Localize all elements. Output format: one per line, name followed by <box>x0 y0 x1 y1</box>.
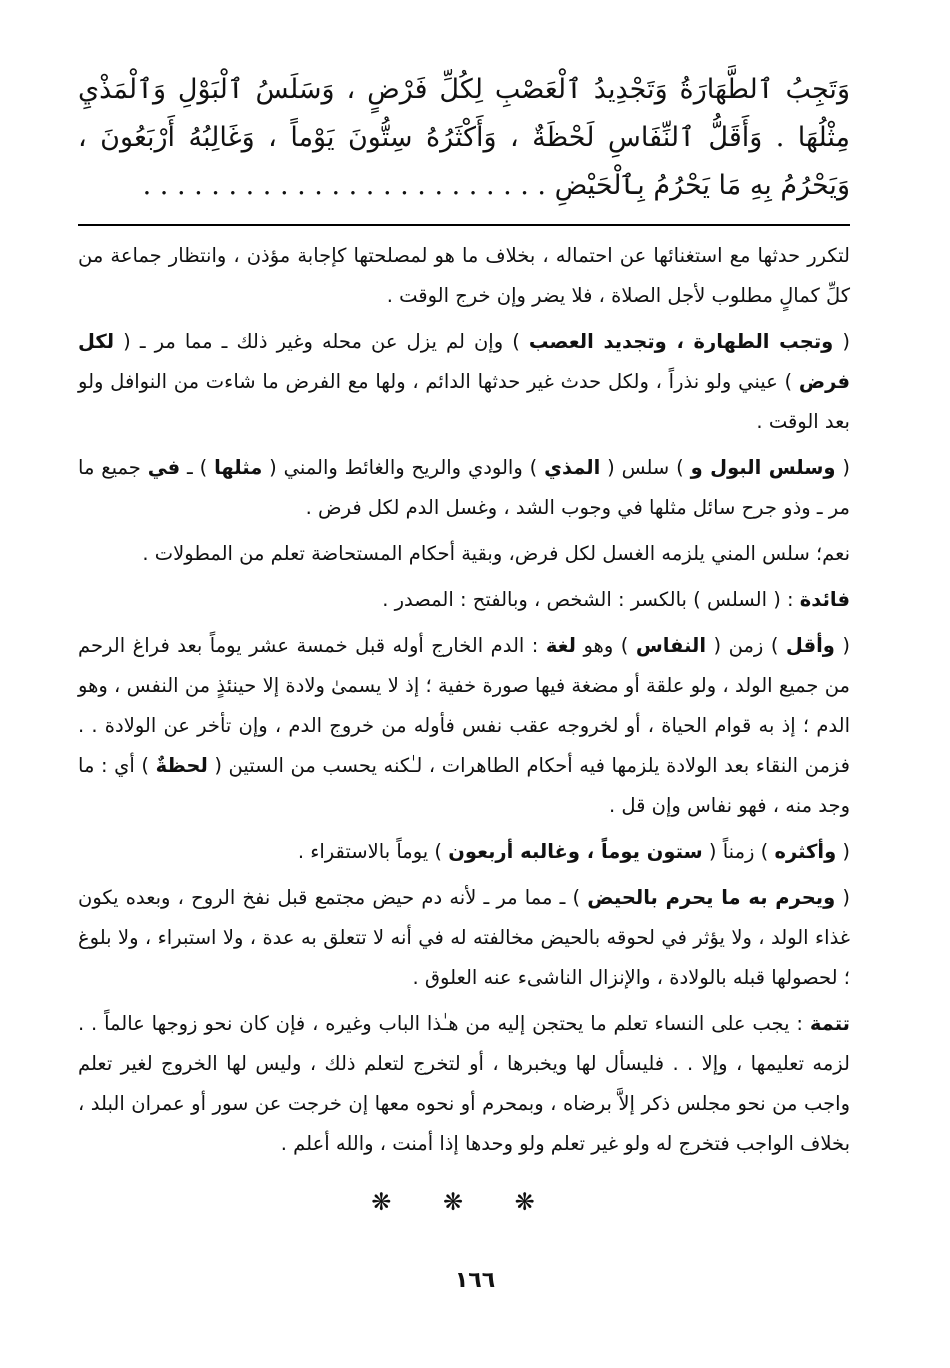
paragraph-text: نعم؛ سلس المني يلزمه الغسل لكل فرض، وبقية أحكام المستحاضة تعلم من المطولات . <box>142 542 850 565</box>
separator-rule <box>78 224 850 226</box>
paragraph-text: ( <box>836 840 850 863</box>
paragraph-text: : الدم الخارج أوله قبل خمسة عشر يوماً بعد فراغ الرحم من جميع الولد ، ولو علقة أو مضغة فيها صورة خفية ؛ إذ لا يسمىٰ ولادة إلا حينئذٍ من النفس ، وهو الدم ؛ إذ به قوام الحياة ، أو لخروجه عقب نفس فأوله من خروج الدم ، وإن تأخر عن الولادة . . فزمن النقاء بعد الولادة يلزمها فيه أحكام الطاهرات ، لـٰكنه يحسب من الستين ( <box>78 634 850 777</box>
bold-term: وأقل <box>785 634 835 657</box>
paragraph-text: ) يوماً بالاستقراء . <box>297 840 449 863</box>
bold-term: لحظةٌ <box>155 754 208 777</box>
paragraph-text: ) زمن ( <box>706 634 786 657</box>
bold-term: تتمة <box>809 1012 850 1035</box>
bold-term: ستون يوماً ، وغالبه أربعون <box>448 840 703 863</box>
paragraph-text: ) ـ مما مر ـ لأنه دم حيض مجتمع قبل نفخ الروح ، وبعده يكون غذاء الولد ، ولا يؤثر في لحوقه بالحيض مخالفته له في أنه لا تتعلق به عدة ، ولا استبراء ، ولا بلوغ ؛ لحصولها قبله بالولادة ، والإنزال الناشىء عنه العلوق . <box>78 886 850 989</box>
commentary-paragraph <box>78 878 850 998</box>
bold-term: فائدة <box>799 588 850 611</box>
commentary-paragraph <box>78 580 850 620</box>
bold-term: وأكثره <box>774 840 837 863</box>
paragraph-text: ) زمناً ( <box>702 840 775 863</box>
paragraph-text: جميع ما مر ـ وذو جرح سائل مثلها في وجوب الشد ، وغسل الدم لكل فرض . <box>78 456 850 519</box>
page-body <box>78 60 850 1222</box>
commentary-paragraph <box>78 832 850 872</box>
commentary-paragraph <box>78 236 850 316</box>
matn-dots: . . . . . . . . . . . . . . . . . . . . . . . . <box>142 170 555 201</box>
paragraph-text: ) وإن لم يزل عن محله وغير ذلك ـ مما مر ـ ( <box>114 330 529 353</box>
paragraph-text: ) عيني ولو نذراً ، ولكل حدث غير حدثها الدائم ، ولها مع الفرض ما شاءت من النوافل ولو بعد الوقت . <box>78 370 850 433</box>
paragraph-text: ( <box>833 330 850 353</box>
paragraph-text: ) سلس ( <box>600 456 691 479</box>
commentary <box>78 236 850 1222</box>
bold-term: ويحرم به ما يحرم بالحيض <box>587 886 836 909</box>
bold-term: في <box>147 456 181 479</box>
paragraph-text: ( <box>835 886 851 909</box>
paragraph-text: لتكرر حدثها مع استغنائها عن احتماله ، بخلاف ما هو لمصلحتها كإجابة مؤذن ، وانتظار جماعة من كلِّ كمالٍ مطلوب لأجل الصلاة ، فلا يضر وإن خرج الوقت . <box>78 244 850 307</box>
bold-term: وسلس البول و <box>690 456 836 479</box>
paragraph-text: ) وهو <box>576 634 636 657</box>
bold-term: لكل فرض <box>78 330 850 393</box>
paragraph-text: ( <box>835 456 851 479</box>
bold-term: لغة <box>545 634 576 657</box>
section-ornament: ❋ ❋ ❋ <box>371 1188 557 1216</box>
commentary-paragraph <box>78 448 850 528</box>
bold-term: المذي <box>544 456 601 479</box>
commentary-paragraph <box>78 626 850 826</box>
matn-text <box>78 60 850 210</box>
paragraph-text: ) والودي والريح والغائط والمني ( <box>262 456 545 479</box>
bold-term: وتجب الطهارة ، وتجديد العصب <box>528 330 834 353</box>
paragraph-text: ) أي : ما وجد منه ، فهو نفاس وإن قل . <box>78 754 850 817</box>
bold-term: مثلها <box>214 456 263 479</box>
page-number: ١٦٦ <box>454 1268 496 1293</box>
bold-term: النفاس <box>635 634 707 657</box>
commentary-paragraph <box>78 322 850 442</box>
commentary-paragraph <box>78 534 850 574</box>
paragraph-text: : يجب على النساء تعلم ما يحتجن إليه من هـٰذا الباب وغيره ، فإن كان نحو زوجها عالماً . . لزمه تعليمها ، وإلا . . فليسأل لها ويخبرها ، أو لتخرج لتعلم ذلك ، وليس لها الخروج لغير تعلم واجب من نحو مجلس ذكر إلاَّ برضاه ، وبمحرم أو نحوه معها إن خرجت عن سور أو عمران البلد ، بخلاف الواجب فتخرج له ولو غير تعلم ولو وحدها إذا أمنت ، والله أعلم . <box>78 1012 850 1155</box>
paragraph-text: ( <box>834 634 850 657</box>
paragraph-text: ) ـ <box>180 456 215 479</box>
commentary-paragraph <box>78 1004 850 1164</box>
paragraph-text: : ( السلس ) بالكسر : الشخص ، وبالفتح : المصدر . <box>382 588 800 611</box>
matn-body: وَتَجِبُ ٱلطَّهَارَةُ وَتَجْدِيدُ ٱلْعَصْبِ لِكُلِّ فَرْضٍ ، وَسَلَسُ ٱلْبَوْلِ وَٱلْمَذْيِ مِثْلُهَا . وَأَقَلُّ ٱلنِّفَاسِ لَحْظَةٌ ، وَأَكْثَرُهُ سِتُّونَ يَوْماً ، وَغَالِبُهُ أَرْبَعُونَ ، وَيَحْرُمُ بِهِ مَا يَحْرُمُ بِٱلْحَيْضِ <box>78 74 850 201</box>
